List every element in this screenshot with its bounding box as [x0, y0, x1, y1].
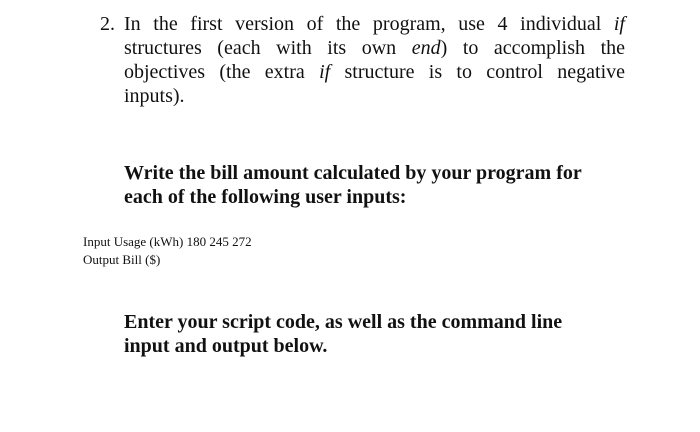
output-bill-label: Output Bill ($) [83, 252, 161, 267]
keyword-if-2: if [319, 61, 331, 83]
keyword-if-1: if [613, 13, 625, 35]
question-item [100, 12, 625, 108]
script-instruction: Enter your script code, as well as the command line input and output below. [124, 311, 563, 357]
question-text-part-2: structures (each with its own [124, 37, 412, 59]
input-usage-label: Input Usage (kWh) [83, 234, 184, 249]
question-text-part-4: structure is to control negative inputs). [124, 61, 625, 107]
input-usage-row [83, 234, 252, 250]
question-number: 2. [100, 13, 115, 35]
question-text [124, 12, 625, 108]
input-usage-values: 180 245 272 [186, 234, 252, 249]
output-bill-row [83, 252, 160, 268]
bill-prompt: Write the bill amount calculated by your program for each of the following user inputs: [124, 162, 582, 208]
question-text-part-1: In the first version of the program, use 4 individual [124, 13, 614, 35]
keyword-end: end [411, 37, 441, 59]
question-text-part-3: ) to accomplish the objectives (the extra [124, 37, 626, 83]
